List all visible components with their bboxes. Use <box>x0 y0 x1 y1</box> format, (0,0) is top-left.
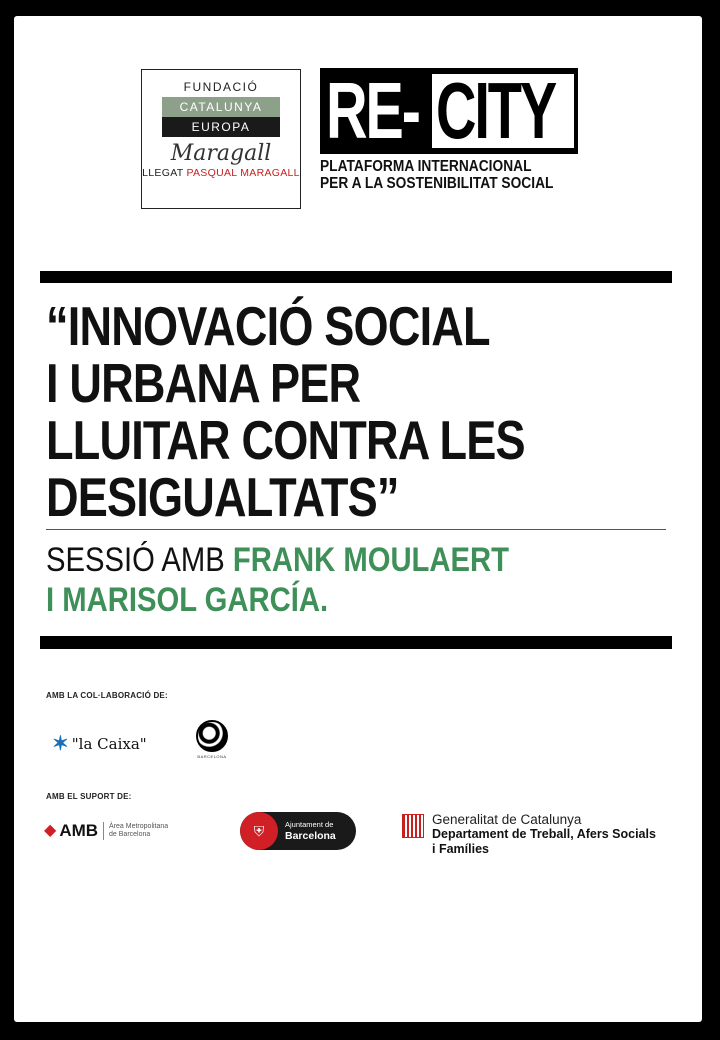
lacaixa-text: "la Caixa" <box>71 735 147 753</box>
ajuntament-line2: Barcelona <box>285 830 336 842</box>
recity-subtitle-line1: PLATAFORMA INTERNACIONAL <box>320 158 532 175</box>
bottom-divider-bar <box>40 636 672 649</box>
amb-diamond-icon: ◆ <box>44 822 57 839</box>
title-line: DESIGUALTATS” <box>46 466 399 528</box>
session-prefix: SESSIÓ AMB <box>46 541 233 579</box>
club-of-rome-logo <box>192 720 232 759</box>
support-label: AMB EL SUPORT DE: <box>46 792 132 801</box>
recity-word-city: CITY <box>436 68 556 154</box>
speaker-line2: I MARISOL GARCÍA. <box>46 581 329 619</box>
title-line: I URBANA PER <box>46 352 361 414</box>
ajuntament-barcelona-logo <box>240 812 356 850</box>
legacy-name: PASQUAL MARAGALL <box>186 167 300 179</box>
recity-wordmark <box>320 68 578 154</box>
amb-logo <box>44 821 168 841</box>
title-line: LLUITAR CONTRA LES <box>46 409 525 471</box>
maragall-signature: Maragall <box>170 141 272 166</box>
session-speakers <box>46 540 509 620</box>
recity-word-re: RE- <box>326 68 419 154</box>
gencat-line2: Departament de Treball, Afers Socials <box>432 827 656 841</box>
lacaixa-logo <box>52 734 147 754</box>
speaker-line1: FRANK MOULAERT <box>232 541 510 579</box>
amb-description <box>109 823 168 839</box>
collaboration-label: AMB LA COL·LABORACIÓ DE: <box>46 691 168 700</box>
amb-name: AMB <box>59 821 99 840</box>
title-line: “INNOVACIÓ SOCIAL <box>46 295 490 357</box>
legacy-prefix: LLEGAT <box>142 167 187 179</box>
top-divider-bar <box>40 271 672 283</box>
globe-icon <box>196 720 228 752</box>
logo-line-fundacio: FUNDACIÓ <box>183 80 259 94</box>
fundacio-catalunya-europa-logo <box>141 69 301 209</box>
amb-desc-line2: de Barcelona <box>109 831 151 838</box>
logo-line-catalunya: CATALUNYA <box>162 97 280 117</box>
club-of-rome-city: BARCELONA <box>197 754 227 759</box>
amb-separator <box>103 822 104 840</box>
ajuntament-line1: Ajuntament de <box>285 820 334 829</box>
barcelona-shield-icon: ⛨ <box>240 812 278 850</box>
recity-subtitle-line2: PER A LA SOSTENIBILITAT SOCIAL <box>320 175 554 192</box>
lacaixa-star-icon: ✶ <box>52 733 69 755</box>
gencat-line3: i Famílies <box>432 842 489 856</box>
legacy-line <box>142 167 300 179</box>
recity-subtitle <box>320 158 554 192</box>
senyera-icon <box>402 814 424 838</box>
event-title <box>46 295 571 528</box>
thin-rule <box>46 529 666 530</box>
logo-line-europa: EUROPA <box>162 117 280 137</box>
gencat-line1: Generalitat de Catalunya <box>432 812 582 827</box>
poster <box>14 16 702 1022</box>
amb-desc-line1: Àrea Metropolitana <box>109 823 169 830</box>
recity-logo <box>320 68 578 192</box>
